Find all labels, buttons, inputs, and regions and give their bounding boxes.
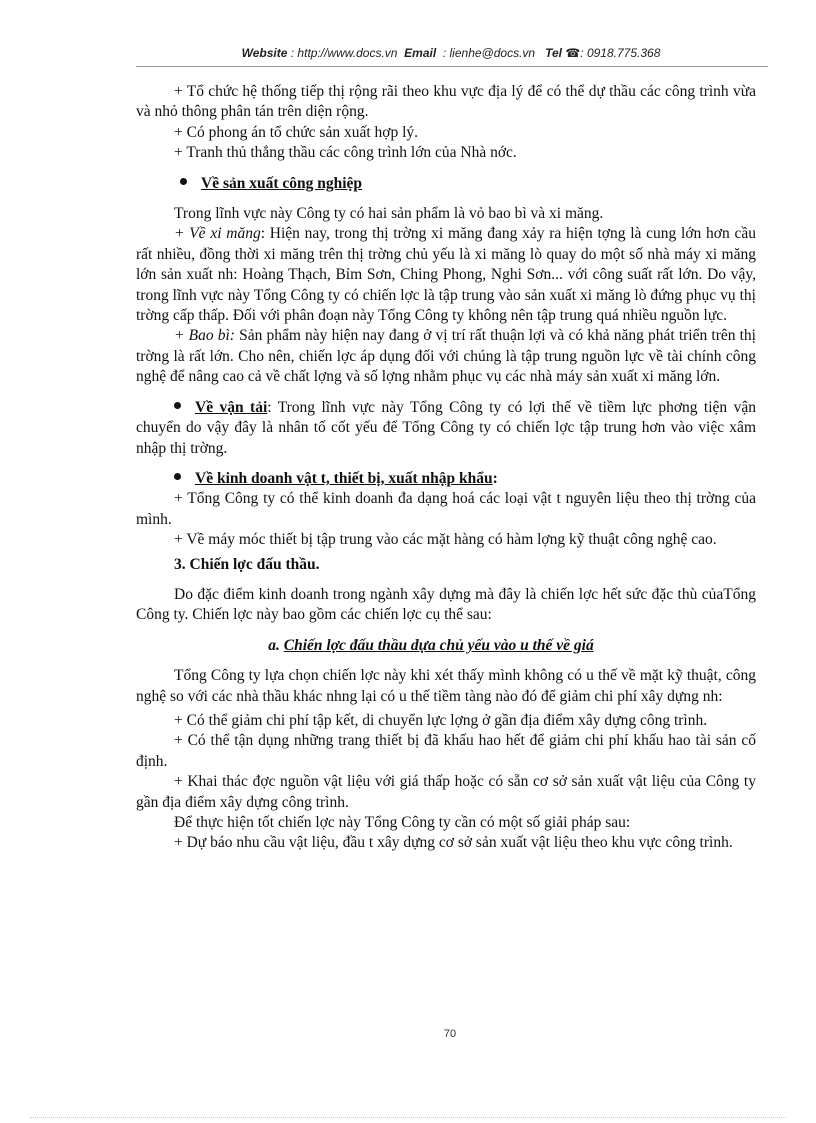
section-heading-bidding: 3. Chiến lợc đấu thầu. [174, 555, 320, 573]
subsection-prefix: a. [268, 636, 280, 654]
page-bottom-border [30, 1117, 786, 1118]
website-value: : http://www.docs.vn [290, 46, 398, 60]
paragraph: Trong lĩnh vực này Công ty có hai sản phẩm là vỏ bao bì và xi măng. [174, 205, 604, 223]
packaging-label: + Bao bì: [174, 327, 235, 345]
bullet-icon [180, 178, 187, 185]
section-heading-industry [180, 174, 756, 194]
paragraph: + Có phong án tổ chức sản xuất hợp lý. [174, 123, 419, 141]
document-body [136, 82, 756, 854]
heading-text: Về kinh doanh vật t, thiết bị, xuất nhập khẩu [195, 469, 493, 487]
heading-text: Về sản xuất công nghiệp [201, 174, 363, 192]
paragraph: + Tranh thủ thắng thầu các công trình lớn của Nhà nớc. [174, 144, 517, 162]
cement-label: + Về xi măng [174, 225, 261, 243]
tel-label: Tel [545, 46, 562, 60]
email-label: Email [404, 46, 437, 60]
paragraph: + Dự báo nhu cầu vật liệu, đầu t xây dựng cơ sở sản xuất vật liệu theo khu vực công trình. [174, 834, 733, 852]
packaging-text: Sản phẩm này hiện nay đang ở vị trí rất thuận lợi và có khả năng phát triển trên thị trờng là rất lớn. Cho nên, chiến lợc áp dụng đối với chúng là tập trung nguồn lực về tài chính công nghệ để nâng cao cả về chất lợng và số lợng nhằm phục vụ các nhà máy sản xuất xi măng lớn. [136, 327, 756, 386]
paragraph: Do đặc điểm kinh doanh trong ngành xây dựng mà đây là chiến lợc hết sức đặc thù củaTổng Công ty. Chiến lợc này bao gồm các chiến lợc cụ thể sau: [136, 585, 756, 624]
paragraph: Để thực hiện tốt chiến lợc này Tổng Công ty cần có một số giải pháp sau: [174, 814, 631, 831]
paragraph: + Có thể giảm chi phí tập kết, di chuyển lực lợng ở gần địa điểm xây dựng công trình. [174, 711, 708, 729]
subsection-heading-a [106, 636, 756, 656]
tel-value: ☎: 0918.775.368 [565, 46, 661, 60]
website-label: Website [241, 46, 288, 60]
subsection-title: Chiến lợc đấu thầu dựa chủ yếu vào u thế về giá [283, 636, 594, 654]
paragraph: + Tổng Công ty có thể kinh doanh đa dạng hoá các loại vật t nguyên liệu theo thị trờng của mình. [136, 490, 756, 528]
page-header [136, 46, 766, 60]
paragraph: + Có thể tận dụng những trang thiết bị đã khấu hao hết để giảm chi phí khấu hao tài sản cố định. [136, 732, 756, 770]
bullet-icon [174, 402, 181, 409]
page-number: 70 [443, 1028, 457, 1040]
email-value: : lienhe@docs.vn [442, 46, 536, 60]
bullet-icon [174, 473, 181, 480]
header-divider [136, 66, 768, 67]
paragraph-packaging [136, 326, 756, 387]
cement-text: : Hiện nay, trong thị trờng xi măng đang xảy ra hiện tợng là cung lớn hơn cầu rất nhiều, đồng thời xi măng trên thị trờng chủ yếu là xi măng lò quay do một số nhà máy xi măng lớn sản xuất nh: Hoàng Thạch, Bỉm Sơn, Ching Phong, Nghi Sơn... với công suất rất lớn. Do vậy, trong lĩnh vực này Tổng Công ty có chiến lợc là tập trung vào sản xuất xi măng lò đứng phục vụ thị trờng cấp thấp. Đối với phân đoạn này Tổng Công ty không nên tập trung quá nhiều nguồn lực. [136, 225, 757, 325]
paragraph-cement [136, 224, 756, 326]
paragraph: + Khai thác đợc nguồn vật liệu với giá thấp hoặc có sẵn cơ sở sản xuất vật liệu của Công ty gần địa điểm xây dựng công trình. [136, 773, 756, 811]
paragraph: + Về máy móc thiết bị tập trung vào các mặt hàng có hàm lợng kỹ thuật công nghệ cao. [174, 531, 717, 549]
transport-text: : Trong lĩnh vực này Tổng Công ty có lợi thế về tiềm lực phơng tiện vận chuyển do vậy đây là nhân tố cốt yếu để Tổng Công ty có chiến lợc tập trung hơn vào việc xâm nhập thị trờng. [136, 398, 756, 457]
heading-text: Về vận tải [195, 398, 268, 416]
section-heading-trade [174, 469, 756, 489]
paragraph: Tổng Công ty lựa chọn chiến lợc này khi xét thấy mình không có u thế về mặt kỹ thuật, công nghệ so với các nhà thầu khác nhng lại có u thế tiềm tàng nào đó để giảm chi phí xây dựng nh: [136, 667, 756, 705]
paragraph-transport [136, 398, 756, 459]
paragraph: + Tổ chức hệ thống tiếp thị rộng rãi theo khu vực địa lý để có thể dự thầu các công trình vừa và nhỏ thông phân tán trên diện rộng. [136, 83, 756, 121]
heading-colon: : [492, 469, 498, 487]
